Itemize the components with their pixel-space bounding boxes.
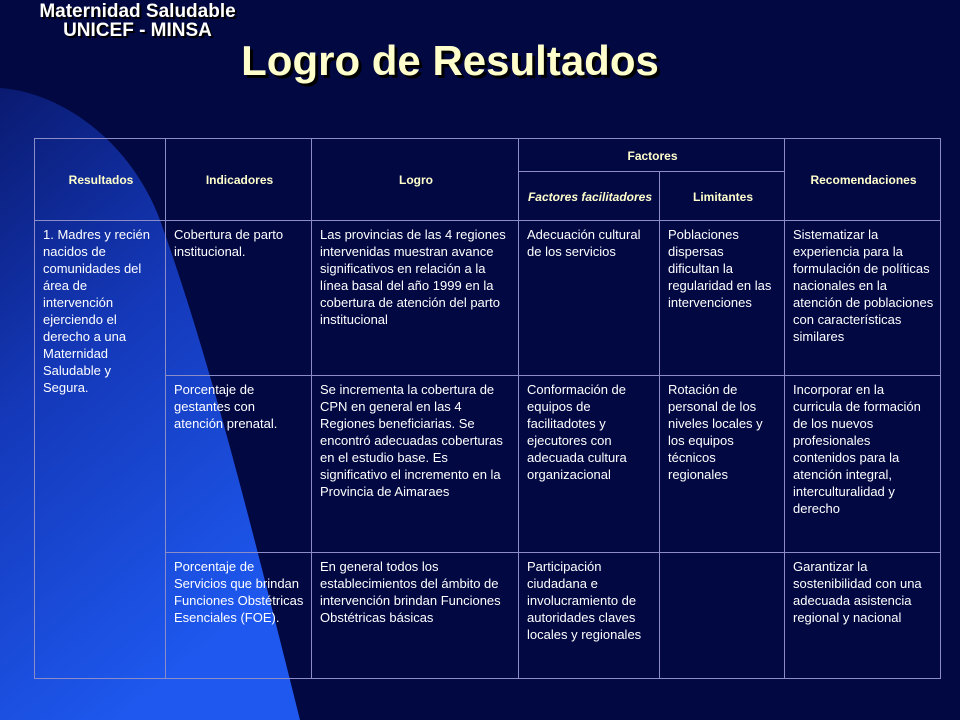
cell-limitantes (660, 553, 785, 679)
cell-facilitadores: Conformación de equipos de facilitadotes y ejecutores con adecuada cultura organizacional (519, 376, 660, 553)
cell-facilitadores: Participación ciudadana e involucramiento de autoridades claves locales y regionales (519, 553, 660, 679)
cell-recomendaciones: Incorporar en la curricula de formación de los nuevos profesionales contenidos para la atención integral, interculturalidad y derecho (785, 376, 941, 553)
cell-indicador: Porcentaje de Servicios que brindan Funciones Obstétricas Esenciales (FOE). (166, 553, 312, 679)
header-limitantes: Limitantes (660, 172, 785, 221)
cell-resultado: 1. Madres y recién nacidos de comunidades del área de intervención ejerciendo el derecho a una Maternidad Saludable y Segura. (35, 221, 166, 679)
cell-recomendaciones: Sistematizar la experiencia para la formulación de políticas nacionales en la atención de poblaciones con características similares (785, 221, 941, 376)
brand-name: Maternidad Saludable (39, 1, 236, 22)
header-factores-facilitadores: Factores facilitadores (519, 172, 660, 221)
cell-limitantes: Rotación de personal de los niveles locales y los equipos técnicos regionales (660, 376, 785, 553)
header-row-1 (35, 139, 941, 172)
header-logro: Logro (312, 139, 519, 221)
brand-partners: UNICEF - MINSA (63, 20, 212, 41)
cell-logro: Las provincias de las 4 regiones intervenidas muestran avance significativos en relación a la línea basal del año 1999 en la cobertura de atención del parto institucional (312, 221, 519, 376)
cell-recomendaciones: Garantizar la sostenibilidad con una adecuada asistencia regional y nacional (785, 553, 941, 679)
page-title: Logro de Resultados (241, 37, 659, 84)
results-table (34, 138, 941, 679)
cell-indicador: Cobertura de parto institucional. (166, 221, 312, 376)
cell-logro: En general todos los establecimientos del ámbito de intervención brindan Funciones Obstétricas básicas (312, 553, 519, 679)
header-recomendaciones: Recomendaciones (785, 139, 941, 221)
header-resultados: Resultados (35, 139, 166, 221)
table-row (35, 376, 941, 553)
cell-limitantes: Poblaciones dispersas dificultan la regularidad en las intervenciones (660, 221, 785, 376)
brand-block (30, 2, 245, 40)
header-indicadores: Indicadores (166, 139, 312, 221)
table-row (35, 553, 941, 679)
cell-facilitadores: Adecuación cultural de los servicios (519, 221, 660, 376)
table-row (35, 221, 941, 376)
cell-indicador: Porcentaje de gestantes con atención prenatal. (166, 376, 312, 553)
header-factores: Factores (519, 139, 785, 172)
cell-logro: Se incrementa la cobertura de CPN en general en las 4 Regiones beneficiarias. Se encontró adecuadas coberturas en el estudio base. Es significativo el incremento en la Provincia de Aimaraes (312, 376, 519, 553)
